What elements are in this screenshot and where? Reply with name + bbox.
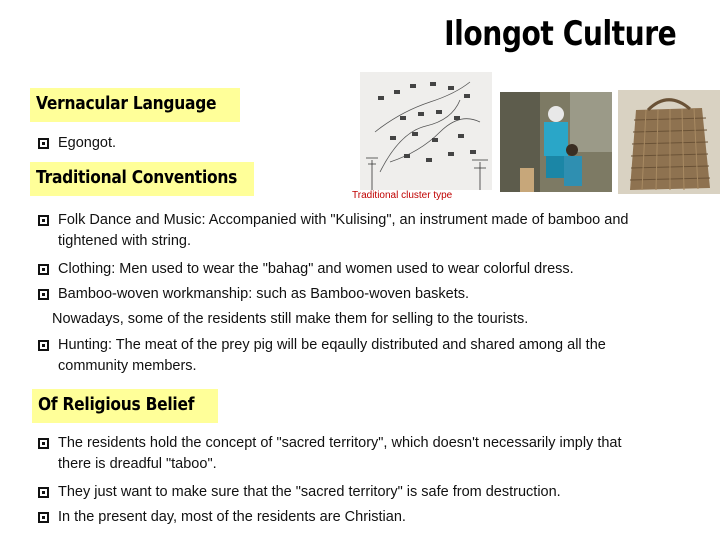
list-item: They just want to make sure that the "sacred territory" is safe from destruction.: [38, 482, 698, 503]
continuation-text: Nowadays, some of the residents still make them for selling to the tourists.: [52, 311, 529, 327]
heading-traditional-conventions: Traditional Conventions: [30, 162, 254, 196]
list-item: In the present day, most of the residents are Christian.: [38, 507, 698, 528]
heading-religious-belief: Of Religious Belief: [32, 389, 218, 423]
square-bullet-icon: [38, 487, 49, 498]
square-bullet-icon: [38, 512, 49, 523]
list-item: Egongot.: [38, 133, 338, 154]
square-bullet-icon: [38, 438, 49, 449]
square-bullet-icon: [38, 340, 49, 351]
cluster-type-drawing: [360, 72, 492, 190]
square-bullet-icon: [38, 264, 49, 275]
square-bullet-icon: [38, 215, 49, 226]
slide-title: Ilongot Culture: [443, 14, 676, 54]
bamboo-basket-photo: [618, 90, 720, 194]
list-item: Bamboo-woven workmanship: such as Bamboo-woven baskets.: [38, 284, 698, 305]
square-bullet-icon: [38, 289, 49, 300]
square-bullet-icon: [38, 138, 49, 149]
heading-vernacular-language: Vernacular Language: [30, 88, 240, 122]
list-item: Hunting: The meat of the prey pig will be eqaully distributed and shared among all the community members.: [38, 335, 678, 377]
list-item: The residents hold the concept of "sacred territory", which doesn't necessarily imply that there is dreadful "taboo".: [38, 433, 638, 475]
folk-dance-photo: [500, 92, 612, 192]
picture-caption: Traditional cluster type: [352, 190, 453, 201]
list-item: Folk Dance and Music: Accompanied with "Kulising", an instrument made of bamboo and tightened with string.: [38, 210, 648, 252]
list-item: Clothing: Men used to wear the "bahag" and women used to wear colorful dress.: [38, 259, 698, 280]
